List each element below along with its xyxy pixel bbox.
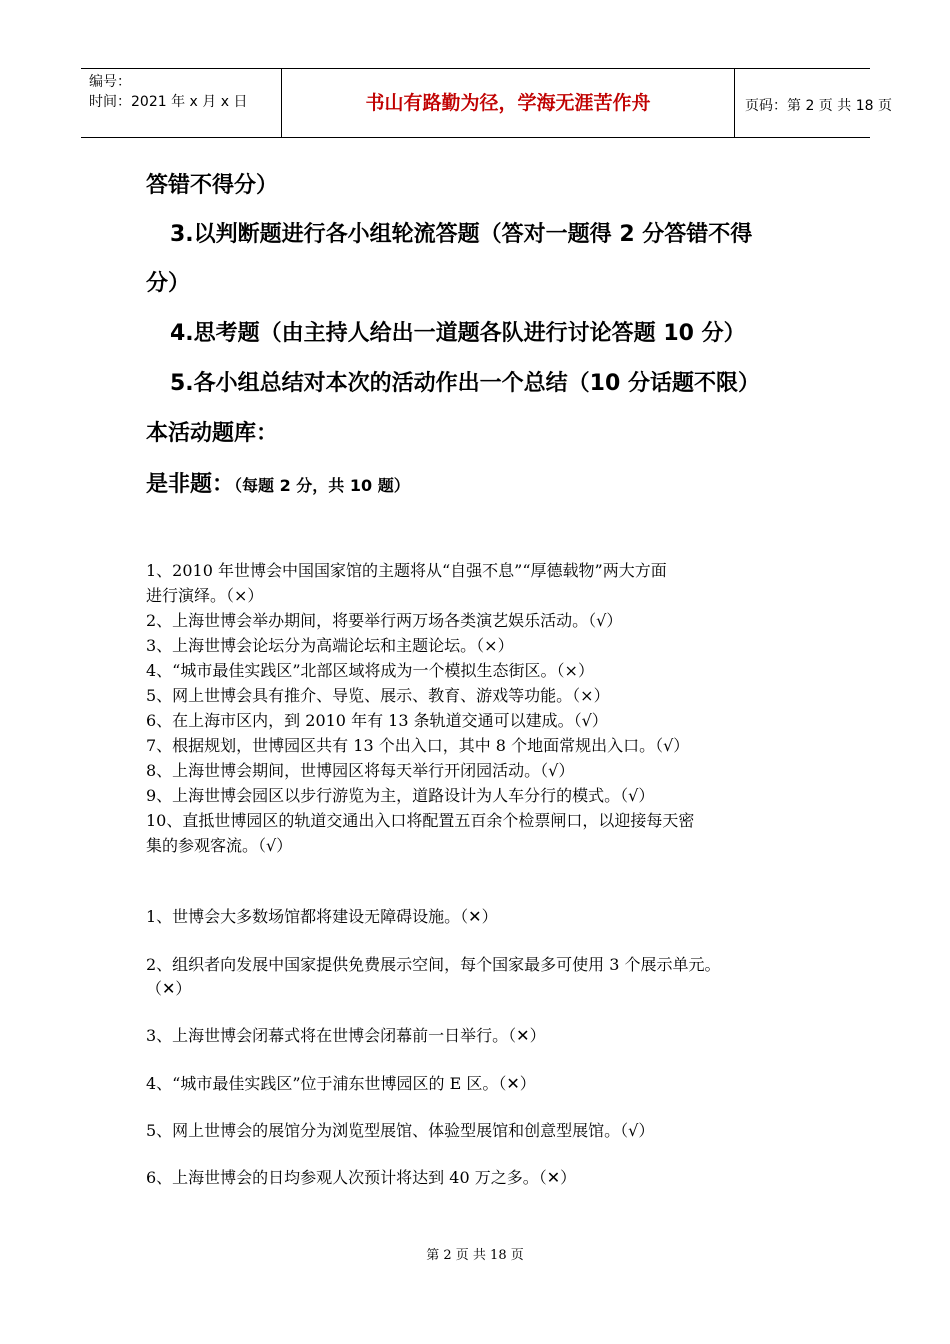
list-item: 2、上海世博会举办期间，将要举行两万场各类演艺娱乐活动。（√）	[146, 611, 623, 630]
list-item: 4、“城市最佳实践区”北部区域将成为一个模拟生态街区。（×）	[146, 661, 594, 680]
body-line-1: 答错不得分）	[146, 173, 279, 198]
list-item: 3、上海世博会论坛分为高端论坛和主题论坛。（×）	[146, 636, 514, 655]
list-item: 5、网上世博会具有推介、导览、展示、教育、游戏等功能。（×）	[146, 686, 610, 705]
date-label: 时间：2021 年 x 月 x 日	[89, 94, 248, 110]
header-left-cell	[81, 69, 281, 137]
list-item: 7、根据规划，世博园区共有 13 个出入口，其中 8 个地面常规出入口。（√）	[146, 736, 690, 755]
list-item: 10、直抵世博园区的轨道交通出入口将配置五百余个检票闸口，以迎接每天密	[146, 811, 695, 830]
list-item: 4、“城市最佳实践区”位于浦东世博园区的 E 区。（✕）	[146, 1074, 536, 1093]
list-item: 3、上海世博会闭幕式将在世博会闭幕前一日举行。（✕）	[146, 1026, 546, 1045]
true-false-note: （每题 2 分，共 10 题）	[234, 476, 410, 495]
header-right-cell	[735, 69, 892, 137]
list-item: 9、上海世博会园区以步行游览为主，道路设计为人车分行的模式。（√）	[146, 786, 655, 805]
question-bank-title: 本活动题库：	[146, 421, 279, 446]
list-item: （✕）	[146, 979, 192, 998]
page-footer: 第 2 页 共 18 页	[426, 1248, 524, 1263]
rule-item-3: 3.以判断题进行各小组轮流答题（答对一题得 2 分答错不得	[170, 222, 753, 247]
header-motto: 书山有路勤为径，学海无涯苦作舟	[365, 92, 651, 114]
rule-item-4: 4.思考题（由主持人给出一道题各队进行讨论答题 10 分）	[170, 321, 746, 346]
true-false-title: 是非题：	[146, 472, 235, 497]
page-header	[81, 68, 892, 138]
header-page-info: 页码：第 2 页 共 18 页	[745, 98, 892, 114]
list-item: 5、网上世博会的展馆分为浏览型展馆、体验型展馆和创意型展馆。（√）	[146, 1121, 655, 1140]
list-item: 6、在上海市区内，到 2010 年有 13 条轨道交通可以建成。（√）	[146, 711, 608, 730]
number-label: 编号：	[89, 74, 131, 90]
header-center-cell	[281, 69, 735, 137]
rule-item-5: 5.各小组总结对本次的活动作出一个总结（10 分话题不限）	[170, 371, 760, 396]
list-item: 1、2010 年世博会中国国家馆的主题将从“自强不息”“厚德载物”两大方面	[146, 561, 667, 580]
list-item: 进行演绎。（×）	[146, 586, 264, 605]
true-false-heading	[146, 471, 410, 500]
list-item: 集的参观客流。（√）	[146, 836, 293, 855]
rule-item-3-cont: 分）	[146, 271, 191, 296]
list-item: 6、上海世博会的日均参观人次预计将达到 40 万之多。（✕）	[146, 1168, 577, 1187]
list-item: 8、上海世博会期间，世博园区将每天举行开闭园活动。（√）	[146, 761, 575, 780]
list-item: 1、世博会大多数场馆都将建设无障碍设施。（✕）	[146, 907, 498, 926]
list-item: 2、组织者向发展中国家提供免费展示空间，每个国家最多可使用 3 个展示单元。	[146, 955, 721, 974]
